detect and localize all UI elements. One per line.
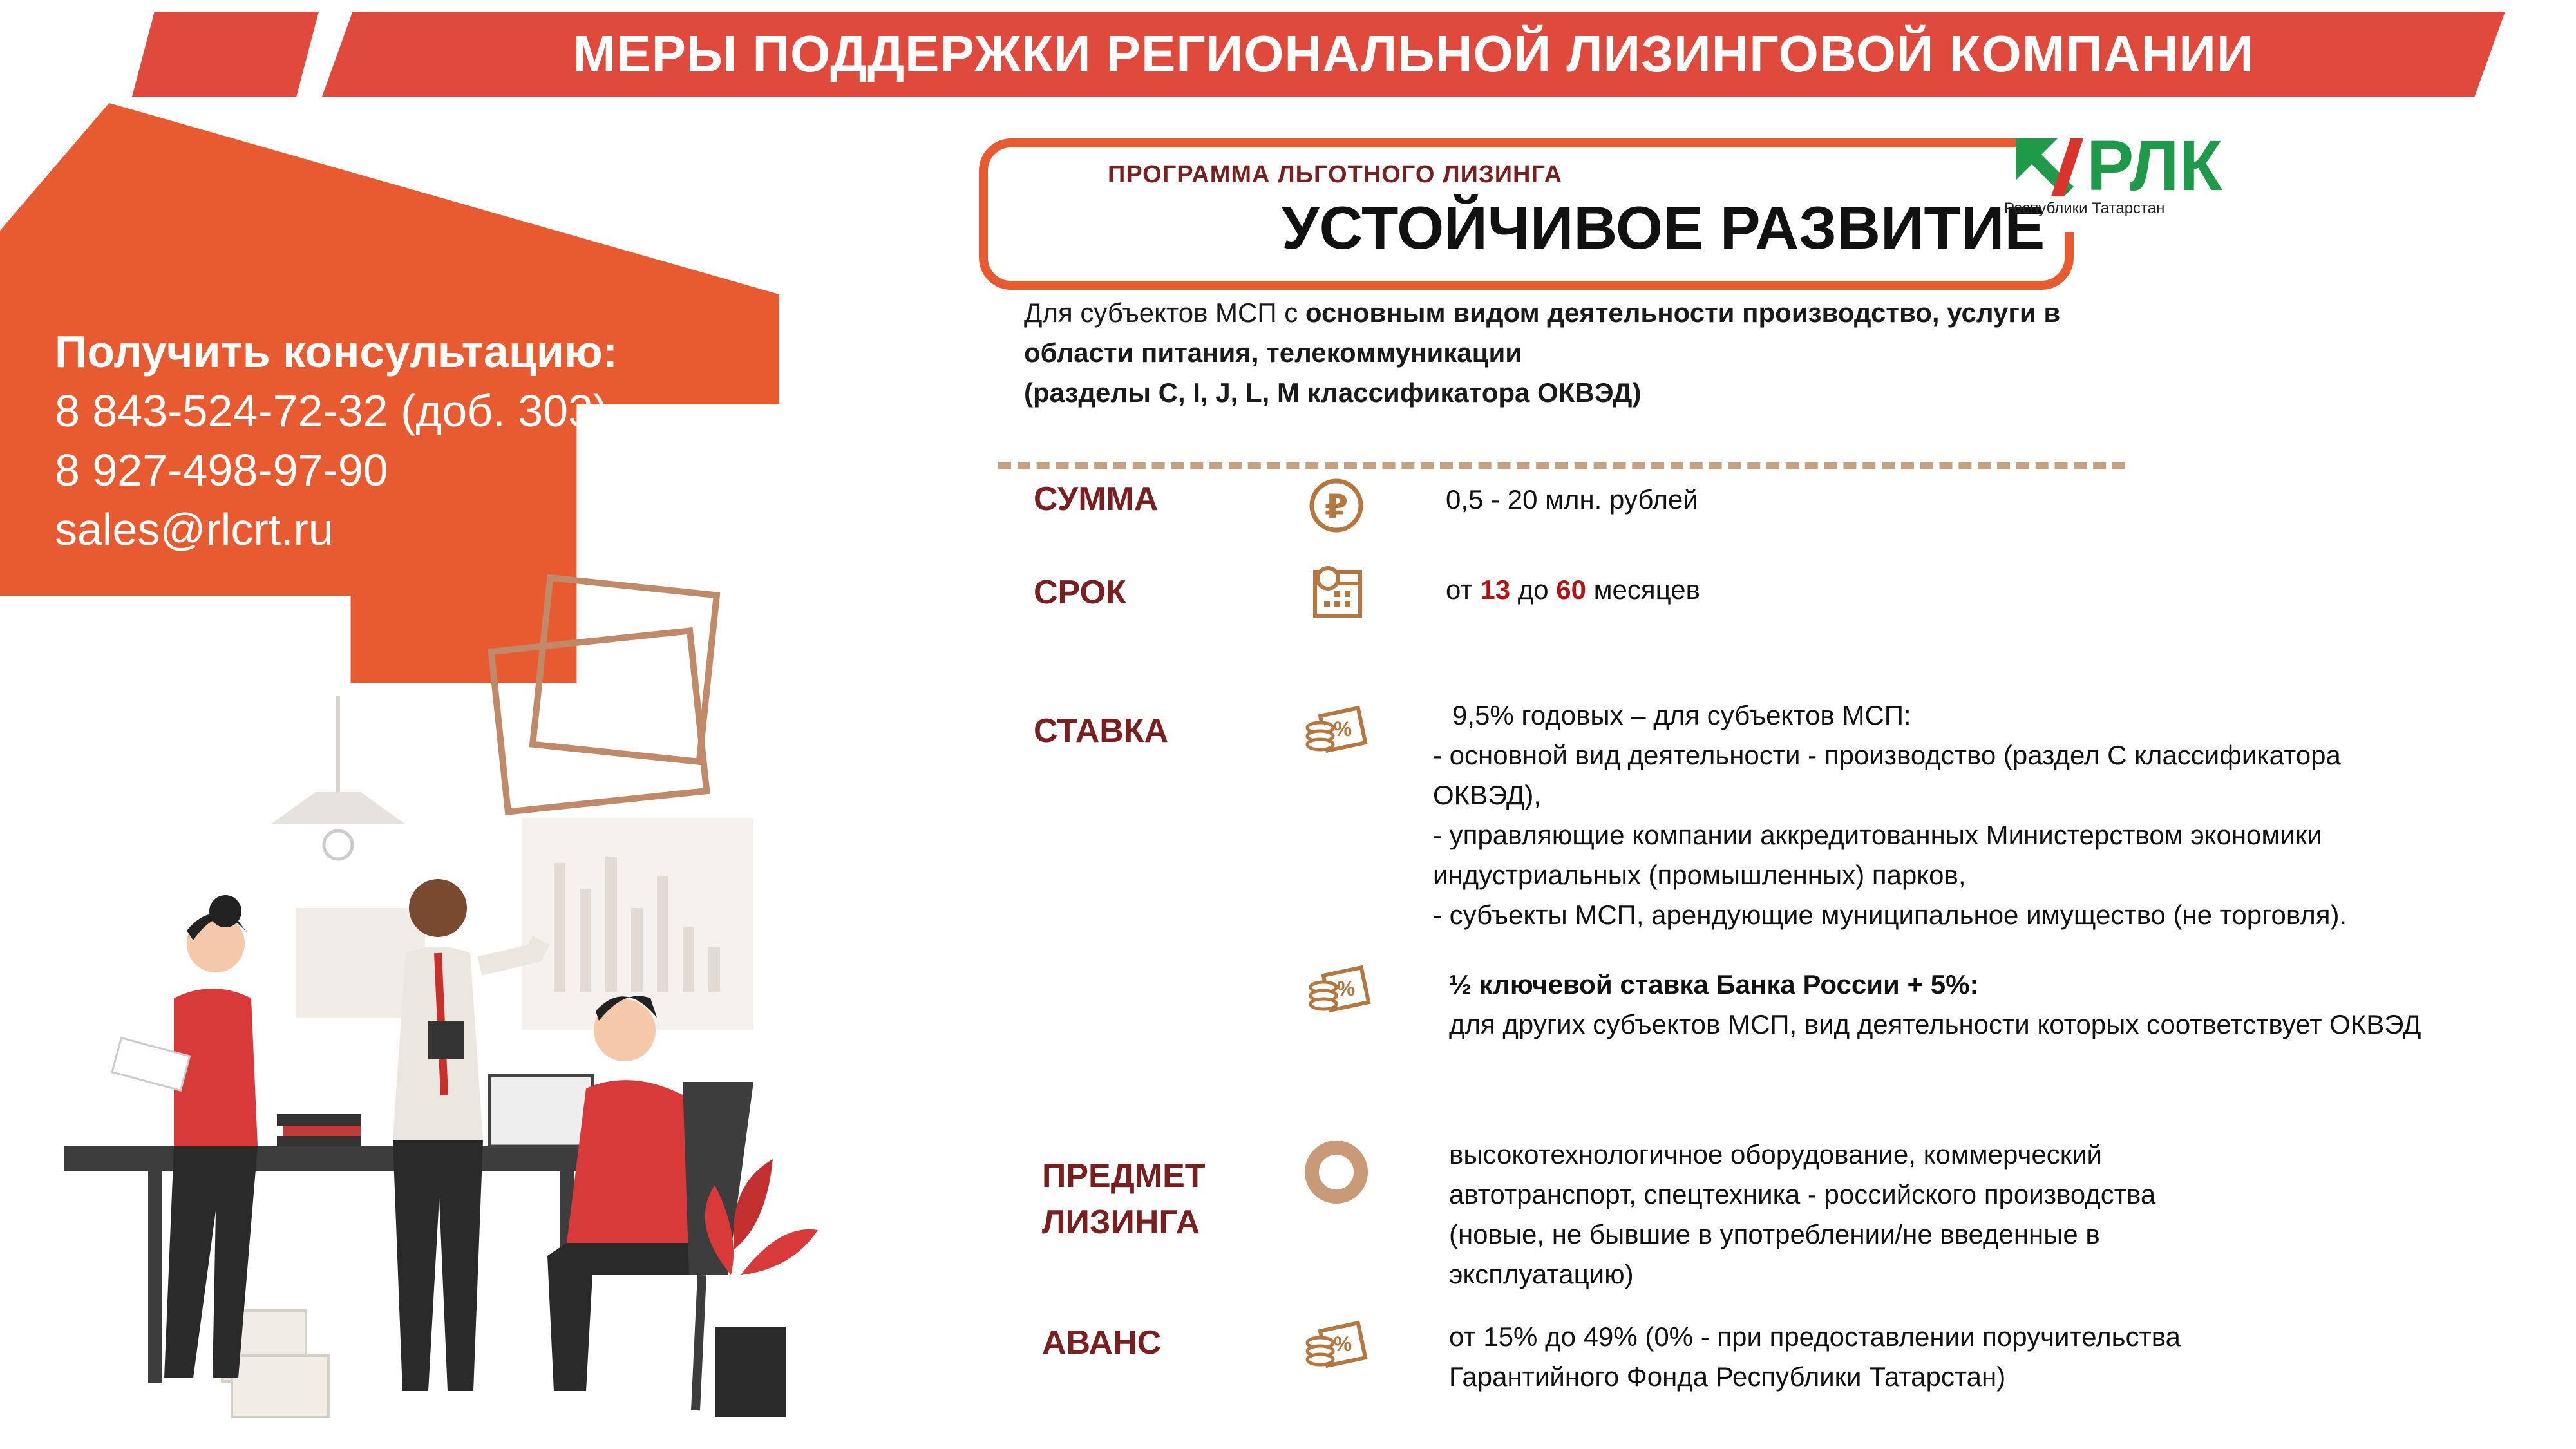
predmet-line: автотранспорт, спецтехника - российского производства bbox=[1449, 1179, 2156, 1209]
value-summa: 0,5 - 20 млн. рублей bbox=[1446, 484, 1698, 515]
intro-bold: основным видом деятельности производство, услуги в bbox=[1305, 298, 2061, 328]
logo-text: РЛК bbox=[2087, 126, 2222, 205]
stavka-line: ОКВЭД), bbox=[1433, 780, 1542, 810]
program-title: УСТОЙЧИВОЕ РАЗВИТИЕ bbox=[1282, 194, 2045, 261]
label-summa: СУММА bbox=[1034, 480, 1159, 518]
svg-text:₽: ₽ bbox=[1324, 488, 1349, 526]
phone-1[interactable]: 8 843-524-72-32 (доб. 303) bbox=[55, 386, 609, 436]
predmet-line: высокотехнологичное оборудование, коммерческий bbox=[1449, 1139, 2102, 1170]
ruble-icon bbox=[1307, 477, 1365, 535]
intro-text bbox=[1024, 293, 2183, 413]
consult-heading: Получить консультацию: bbox=[55, 327, 618, 377]
ring-icon bbox=[1301, 1137, 1372, 1208]
percent-coins-icon bbox=[1304, 1314, 1368, 1372]
label-predmet: ПРЕДМЕТ ЛИЗИНГА bbox=[1042, 1157, 1206, 1241]
label-avans: АВАНС bbox=[1042, 1324, 1162, 1361]
percent-coins-icon bbox=[1304, 699, 1368, 757]
email-link[interactable]: sales@rlcrt.ru bbox=[55, 504, 334, 554]
stavka-line: - основной вид деятельности - производство (раздел С классификатора bbox=[1433, 740, 2341, 770]
svg-text:%: % bbox=[1333, 717, 1352, 741]
calendar-clock-icon bbox=[1307, 560, 1368, 621]
intro-line3: (разделы C, I, J, L, M классификатора ОКВЭД) bbox=[1024, 377, 1642, 408]
stavka-line-2: для других субъектов МСП, вид деятельности которых соответствует ОКВЭД bbox=[1449, 1009, 2421, 1039]
predmet-line: (новые, не бывшие в употреблении/не введенные в bbox=[1449, 1219, 2100, 1249]
avans-line: от 15% до 49% (0% - при предоставлении поручительства bbox=[1449, 1321, 2181, 1352]
label-stavka: СТАВКА bbox=[1034, 712, 1169, 750]
phone-2[interactable]: 8 927-498-97-90 bbox=[55, 445, 388, 495]
consult-block bbox=[55, 322, 618, 559]
stavka-line: - управляющие компании аккредитованных Министерством экономики bbox=[1433, 820, 2322, 850]
svg-text:%: % bbox=[1333, 1332, 1352, 1356]
stavka-list bbox=[1433, 735, 2463, 935]
logo-caption: Республики Татарстан bbox=[2004, 200, 2165, 217]
svg-text:%: % bbox=[1336, 977, 1356, 1000]
intro-plain: Для субъектов МСП с bbox=[1024, 298, 1305, 328]
stavka-line: - субъекты МСП, арендующие муниципальное имущество (не торговля). bbox=[1433, 900, 2347, 930]
percent-coins-icon bbox=[1307, 958, 1372, 1016]
header-accent bbox=[132, 12, 319, 97]
value-srok: от 13 до 60 месяцев bbox=[1446, 574, 1700, 605]
office-illustration bbox=[0, 696, 902, 1423]
intro-line2: области питания, телекоммуникации bbox=[1024, 337, 1522, 368]
page-title: МЕРЫ ПОДДЕРЖКИ РЕГИОНАЛЬНОЙ ЛИЗИНГОВОЙ КОМПАНИИ bbox=[573, 25, 2255, 82]
stavka-heading: 9,5% годовых – для субъектов МСП: bbox=[1452, 700, 1911, 730]
label-srok: СРОК bbox=[1034, 574, 1126, 611]
avans-line: Гарантийного Фонда Республики Татарстан) bbox=[1449, 1361, 2006, 1392]
predmet-text bbox=[1449, 1135, 2479, 1294]
avans-text bbox=[1449, 1317, 2479, 1397]
dashed-divider bbox=[998, 462, 2125, 469]
stavka-line: индустриальных (промышленных) парков, bbox=[1433, 860, 1966, 890]
stavka-heading-2: ½ ключевой ставка Банка России + 5%: bbox=[1449, 969, 1979, 999]
predmet-line: эксплуатацию) bbox=[1449, 1259, 1634, 1289]
program-subtitle: ПРОГРАММА ЛЬГОТНОГО ЛИЗИНГА bbox=[1108, 161, 1563, 188]
